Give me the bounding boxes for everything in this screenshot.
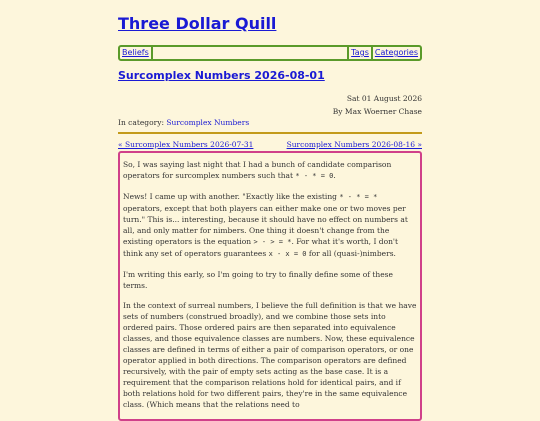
p2-text-d: for all (quasi-)nimbers. <box>306 249 396 258</box>
paragraph-2 <box>123 191 417 260</box>
p2-text-a: News! I came up with another. "Exactly like the existing <box>123 192 340 201</box>
divider <box>118 132 422 134</box>
p1-code: * - * = 0 <box>295 172 334 180</box>
p2-text-b: operators, except that both players can either make one or two moves per turn." This is... interesting, because it should have no effect on numbers at all, and only matter for nimbers. One thing it doesn't change from the existing operators is the equation <box>123 204 408 246</box>
previous-post-link[interactable]: « Surcomplex Numbers 2026-07-31 <box>118 140 254 149</box>
p1-text: So, I was saying last night that I had a bunch of candidate comparison operators for surcomplex numbers such that <box>123 160 392 180</box>
next-post-link[interactable]: Surcomplex Numbers 2026-08-16 » <box>286 140 422 149</box>
nav-bar <box>118 45 422 61</box>
paragraph-4: In the context of surreal numbers, I believe the full definition is that we have sets of numbers (construed broadly), and we combine those sets into ordered pairs. Those ordered pairs are then separated into equivalence classes, and those equivalence classes are numbers. Now, these equivalence classes are defined in terms of either a pair of comparison operators, or one operator applied in both directions. The comparison operators are defined recursively, with the pair of empty sets acting as the base case. It is a requirement that the comparison relations hold for identical pairs, and if both relations hold for two different pairs, they're in the same equivalence class. (Which means that the relations need to <box>123 301 417 409</box>
category-link[interactable]: Surcomplex Numbers <box>166 118 250 127</box>
nav-link-categories[interactable]: Categories <box>374 48 418 57</box>
category-prefix: In category: <box>118 118 167 127</box>
post-title-link[interactable]: Surcomplex Numbers 2026-08-01 <box>118 69 325 82</box>
post-category <box>118 118 249 127</box>
nav-spacer <box>153 47 347 59</box>
post-date: Sat 01 August 2026 <box>346 94 422 103</box>
site-title-link[interactable]: Three Dollar Quill <box>118 14 277 33</box>
p2-text-c: . For what it's worth, I don't think any set of operators guarantees <box>123 237 399 258</box>
nav-link-beliefs[interactable]: Beliefs <box>120 47 153 59</box>
post-author: By Max Woerner Chase <box>332 107 422 116</box>
paragraph-1 <box>123 159 417 182</box>
paragraph-3: I'm writing this early, so I'm going to try to finally define some of these terms. <box>123 270 393 290</box>
p1-end: . <box>333 171 336 180</box>
p2-code-1: * - * = * <box>339 193 378 201</box>
article-body <box>118 151 422 421</box>
p2-code-3: x - x = 0 <box>268 250 307 258</box>
p2-code-2: > - > = * <box>253 238 292 246</box>
nav-link-tags[interactable]: Tags <box>347 47 373 59</box>
